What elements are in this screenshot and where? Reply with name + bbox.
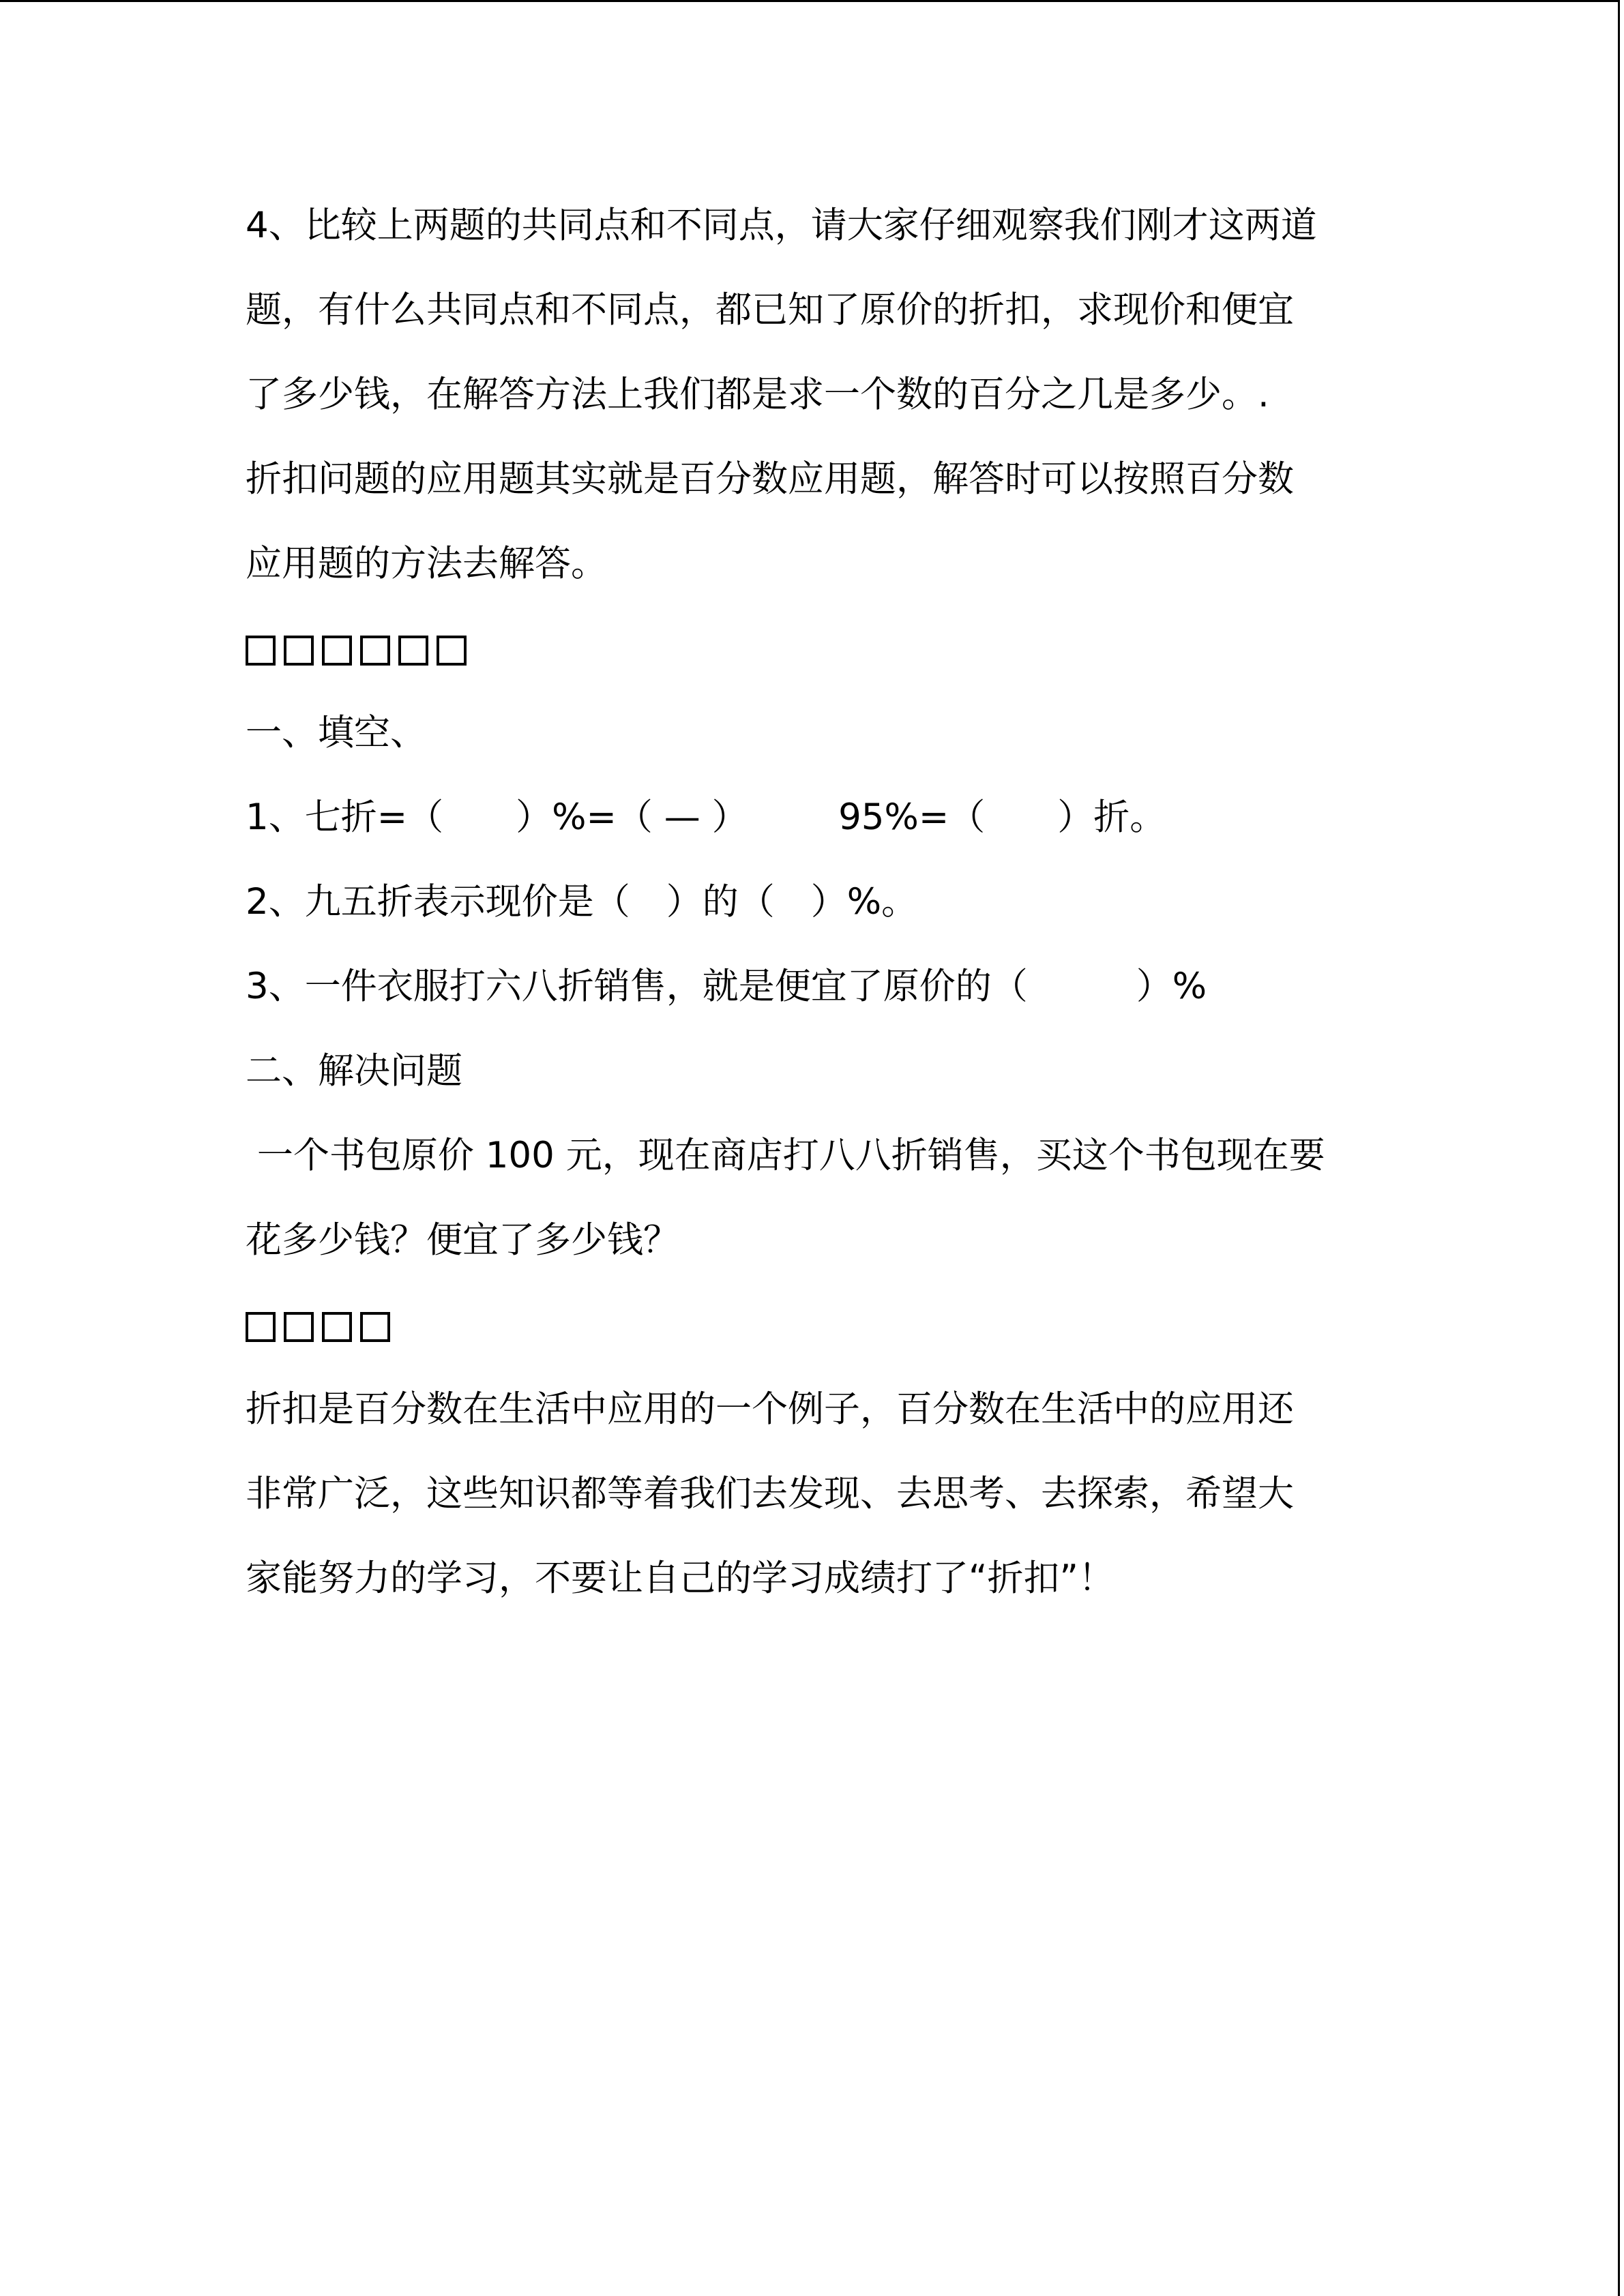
solve-title: 二、解决问题	[246, 1050, 462, 1092]
missing-glyph-box	[246, 636, 276, 666]
missing-glyph-box	[322, 1312, 352, 1342]
solve-problem-line: 花多少钱？便宜了多少钱？	[246, 1219, 679, 1261]
paragraph-line: 应用题的方法去解答。	[246, 543, 607, 584]
summary-line: 折扣是百分数在生活中应用的一个例子，百分数在生活中的应用还	[246, 1388, 1294, 1430]
fill-blank-question-3: 3、一件衣服打六八折销售，就是便宜了原价的（ ）%	[246, 966, 1207, 1007]
missing-glyph-box	[284, 1312, 314, 1342]
summary-line: 家能努力的学习，不要让自己的学习成绩打了“折扣”！	[246, 1557, 1114, 1599]
missing-glyph-box	[360, 1312, 390, 1342]
paragraph-line: 4、比较上两题的共同点和不同点，请大家仔细观察我们刚才这两道	[246, 205, 1317, 246]
missing-glyph-box	[398, 636, 428, 666]
paragraph-line: 折扣问题的应用题其实就是百分数应用题，解答时可以按照百分数	[246, 458, 1294, 500]
missing-glyph-box	[322, 636, 352, 666]
paragraph-line: 了多少钱，在解答方法上我们都是求一个数的百分之几是多少。.	[246, 374, 1269, 415]
missing-glyph-heading-summary	[246, 1304, 1391, 1388]
fill-blank-question-1: 1、七折=（ ）%=（ — ） 95%=（ ）折。	[246, 796, 1166, 838]
document-body	[246, 205, 1391, 1642]
missing-glyph-box	[437, 636, 467, 666]
missing-glyph-box	[284, 636, 314, 666]
missing-glyph-box	[246, 1312, 276, 1342]
solve-problem-line: 一个书包原价 100 元，现在商店打八八折销售，买这个书包现在要	[246, 1135, 1325, 1176]
fill-blank-question-2: 2、九五折表示现价是（ ）的（ ）%。	[246, 881, 918, 923]
missing-glyph-box	[360, 636, 390, 666]
summary-line: 非常广泛，这些知识都等着我们去发现、去思考、去探索，希望大	[246, 1473, 1294, 1515]
missing-glyph-heading-practice	[246, 627, 1391, 712]
fill-blank-title: 一、填空、	[246, 712, 426, 754]
paragraph-line: 题，有什么共同点和不同点，都已知了原价的折扣，求现价和便宜	[246, 289, 1294, 331]
